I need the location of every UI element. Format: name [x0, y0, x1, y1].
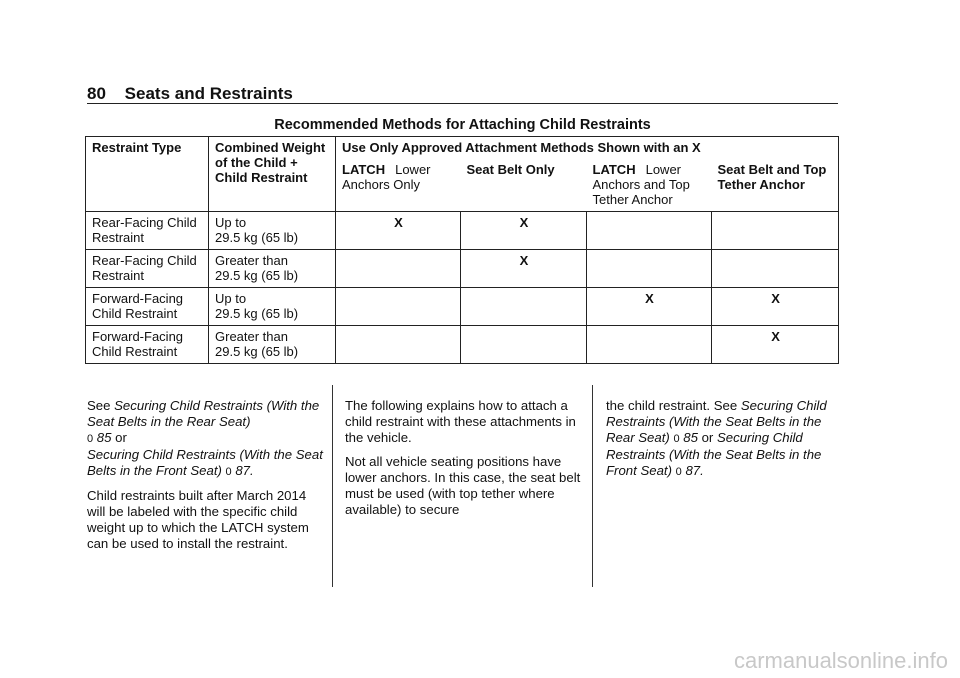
table-row: [86, 288, 839, 326]
cell-m2: [461, 326, 587, 364]
page-header: [87, 84, 293, 104]
header-m3-bold: LATCH: [592, 162, 636, 177]
page-ref-number[interactable]: 87.: [235, 463, 254, 478]
or-text: or: [115, 430, 127, 445]
weight-line2: 29.5 kg (65 lb): [215, 306, 299, 321]
header-restraint-type: Restraint Type: [86, 137, 209, 212]
cell-m2: X: [461, 212, 587, 250]
cross-reference-link[interactable]: Securing Child Restraints (With the Seat Belts in the Front Seat): [606, 430, 822, 478]
page-ref-arrow-icon: 0: [87, 433, 94, 445]
cell-m4: X: [712, 288, 839, 326]
header-m1-bold: LATCH: [342, 162, 386, 177]
cross-reference-link[interactable]: Securing Child Restraints (With the Seat Belts in the Front Seat): [87, 447, 323, 478]
column-divider: [592, 385, 593, 587]
column2-paragraph2: Not all vehicle seating positions have lower anchors. In this case, the seat belt must be used (with top tether where available) to secure: [345, 454, 581, 517]
cell-m3: [587, 326, 712, 364]
weight-line1: Greater than: [215, 253, 288, 268]
cross-reference-link[interactable]: Securing Child Restraints (With the Seat Belts in the Rear Seat): [87, 398, 320, 429]
header-m1-rest: Lower Anchors Only: [342, 162, 431, 192]
header-latch-lower-top-tether: [587, 159, 712, 212]
page-number: 80: [87, 84, 106, 103]
cell-m3: [587, 250, 712, 288]
weight-line1: Up to: [215, 215, 247, 230]
column1-paragraph2: Child restraints built after March 2014 will be labeled with the specific child weight up to which the LATCH system can be used to install the restraint.: [87, 488, 309, 551]
column-divider: [332, 385, 333, 587]
watermark: carmanualsonline.info: [733, 648, 948, 673]
cell-weight: [209, 250, 336, 288]
page-ref-number[interactable]: 85: [683, 430, 698, 445]
table-row: [86, 250, 839, 288]
page-ref-arrow-icon: 0: [225, 466, 232, 478]
cell-m4: X: [712, 326, 839, 364]
text-column-3: [606, 398, 838, 488]
cell-weight: [209, 288, 336, 326]
text-column-1: [87, 398, 323, 560]
page-ref-number[interactable]: 87.: [685, 463, 704, 478]
or-text: or: [701, 430, 714, 445]
cell-m1: [336, 288, 461, 326]
header-rule: [87, 103, 838, 104]
page-ref-number[interactable]: 85: [96, 430, 112, 445]
table-header-row: [86, 137, 839, 160]
weight-line1: Up to: [215, 291, 247, 306]
cross-reference-link[interactable]: Securing Child Restraints (With the Seat Belts in the Rear Seat): [606, 398, 827, 445]
table-row: [86, 326, 839, 364]
header-m3-rest: Lower Anchors and Top Tether Anchor: [592, 162, 690, 207]
cell-m3: [587, 212, 712, 250]
cell-m1: [336, 326, 461, 364]
text-column-2: [345, 398, 581, 526]
table-caption: Recommended Methods for Attaching Child Restraints: [274, 117, 651, 133]
cell-m3: X: [587, 288, 712, 326]
weight-line1: Greater than: [215, 329, 288, 344]
cell-restraint-type: Forward-Facing Child Restraint: [86, 288, 209, 326]
section-title: Seats and Restraints: [124, 84, 293, 103]
table-row: [86, 212, 839, 250]
header-methods-group: Use Only Approved Attachment Methods Shown with an X: [336, 137, 839, 160]
column3-paragraph1: [606, 398, 838, 480]
header-combined-weight: Combined Weight of the Child + Child Restraint: [209, 137, 336, 212]
weight-line2: 29.5 kg (65 lb): [215, 230, 299, 245]
cell-weight: [209, 326, 336, 364]
cell-restraint-type: Rear-Facing Child Restraint: [86, 212, 209, 250]
header-seat-belt-only: Seat Belt Only: [461, 159, 587, 212]
weight-line2: 29.5 kg (65 lb): [215, 344, 299, 359]
header-latch-lower-anchors: [336, 159, 461, 212]
weight-line2: 29.5 kg (65 lb): [215, 268, 299, 283]
cell-m1: [336, 250, 461, 288]
cell-m4: [712, 250, 839, 288]
cell-weight: [209, 212, 336, 250]
cell-m2: [461, 288, 587, 326]
see-text: See: [87, 398, 111, 413]
cell-m1: X: [336, 212, 461, 250]
header-seat-belt-top-tether: Seat Belt and Top Tether Anchor: [712, 159, 839, 212]
cell-restraint-type: Forward-Facing Child Restraint: [86, 326, 209, 364]
cell-restraint-type: Rear-Facing Child Restraint: [86, 250, 209, 288]
child-restraint-table: [85, 136, 839, 364]
lead-text: the child restraint. See: [606, 398, 738, 413]
page-ref-arrow-icon: 0: [675, 466, 682, 478]
page-ref-arrow-icon: 0: [673, 433, 680, 445]
column2-paragraph1: The following explains how to attach a child restraint with these attachments in the vehicle.: [345, 398, 576, 445]
column1-paragraph1: [87, 398, 323, 480]
cell-m4: [712, 212, 839, 250]
cell-m2: X: [461, 250, 587, 288]
